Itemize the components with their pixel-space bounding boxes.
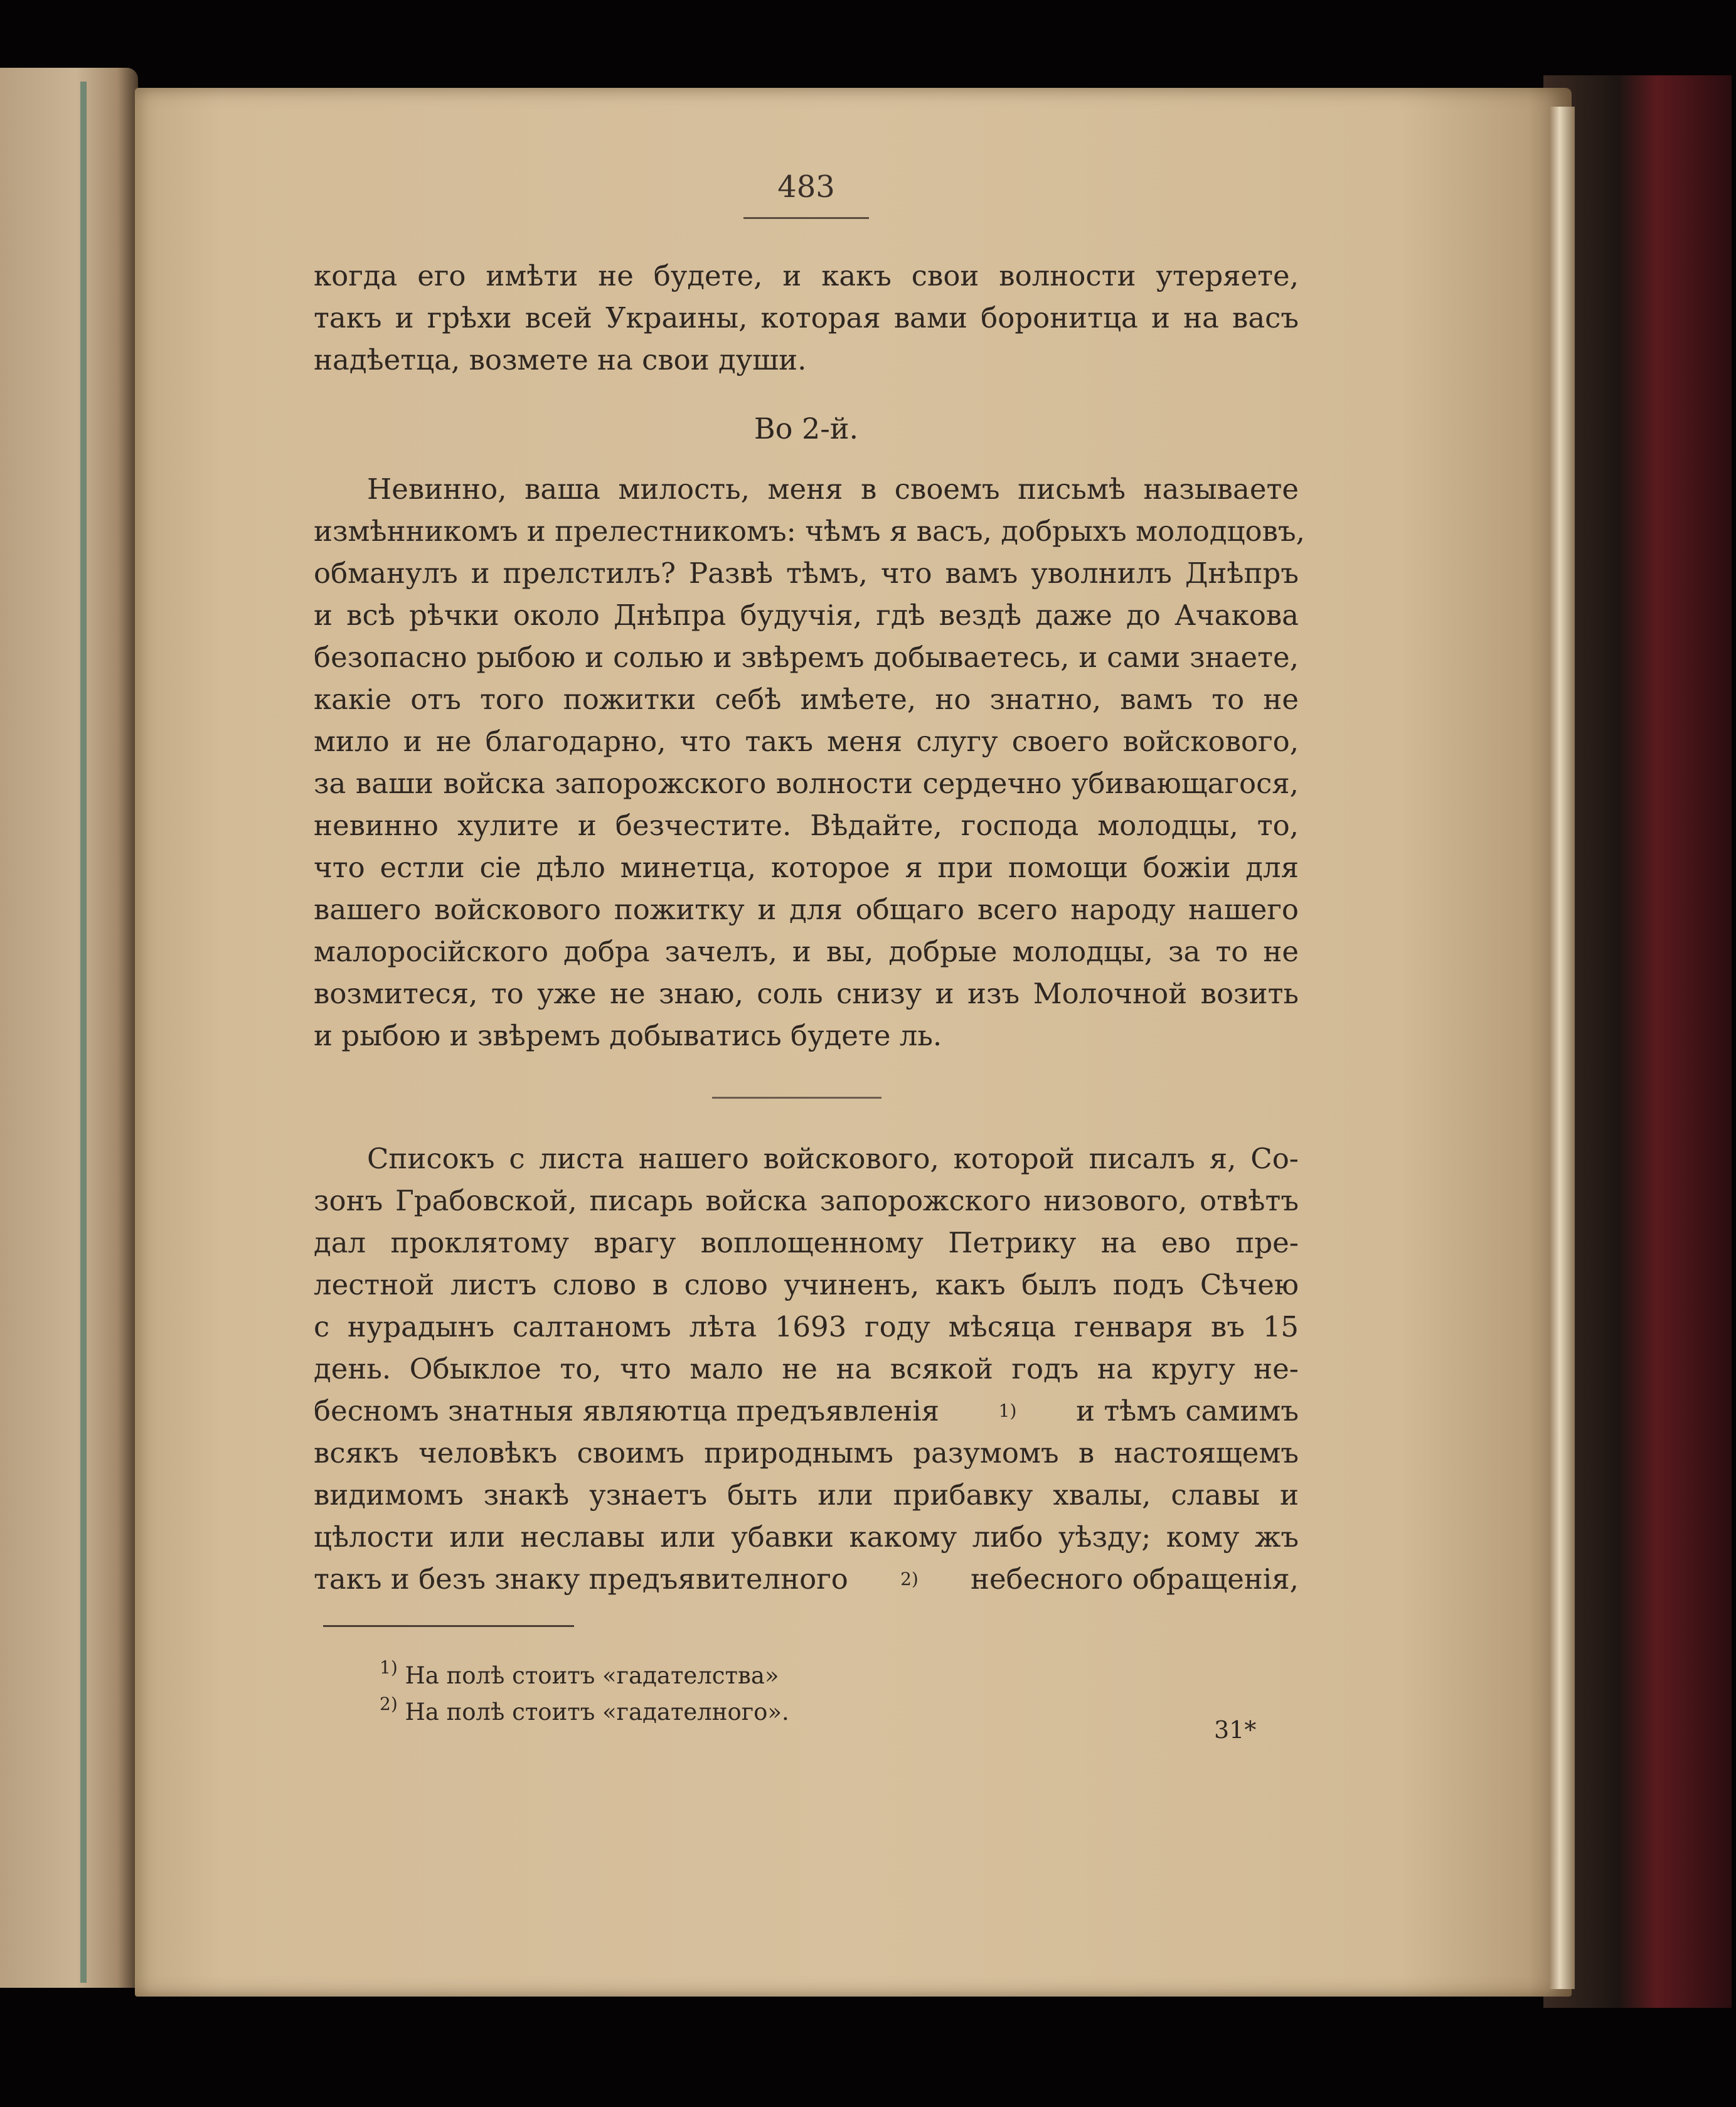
- text-line: когда его имѣти не будете, и какъ свои волности утеряете,: [314, 259, 1299, 292]
- text-line: вашего войскового пожитку и для общаго всего народу нашего: [314, 893, 1299, 926]
- text-line-with-footnote: [314, 1557, 1299, 1601]
- text-line: и рыбою и звѣремъ добыватись будете ль.: [314, 1019, 942, 1052]
- text-line: такъ и грѣхи всей Украины, которая вами боронитца и на васъ: [314, 301, 1299, 334]
- footnote-marker: 1): [380, 1657, 398, 1678]
- text-line: видимомъ знакѣ узнаетъ быть или прибавку хвалы, славы и: [314, 1478, 1299, 1512]
- text-line: возмитеся, то уже не знаю, соль снизу и изъ Молочной возить: [314, 977, 1299, 1010]
- text-segment: небесного обращенія,: [971, 1562, 1299, 1596]
- text-line: что естли сіе дѣло минетца, которое я при помощи божіи для: [314, 851, 1299, 884]
- page-number: 483: [777, 169, 835, 205]
- text-line: с нурадынъ салтаномъ лѣта 1693 году мѣсяца генваря въ 15: [314, 1310, 1299, 1343]
- text-line: мило и не благодарно, что такъ меня слугу своего войскового,: [314, 725, 1299, 758]
- text-line: надѣетца, возмете на свои души.: [314, 343, 807, 376]
- text-line: за ваши войска запорожского волности сердечно убивающагося,: [314, 767, 1299, 800]
- text-line: Невинно, ваша милость, меня в своемъ письмѣ называете: [367, 472, 1299, 506]
- footnote-reference: 1): [998, 1400, 1017, 1421]
- page-stack-edge: [1550, 107, 1575, 1989]
- text-line: измѣнникомъ и прелестникомъ: чѣмъ я васъ, добрыхъ молодцовъ,: [314, 515, 1305, 548]
- text-segment: и тѣмъ самимъ: [1076, 1394, 1299, 1427]
- text-line: зонъ Грабовской, писарь войска запорожского низового, отвѣтъ: [314, 1184, 1299, 1217]
- footnote-text: На полѣ стоитъ «гадателного».: [405, 1699, 789, 1726]
- section-divider: [712, 1097, 881, 1099]
- text-line: невинно хулите и безчестите. Вѣдайте, господа молодцы, то,: [314, 809, 1299, 842]
- footnote-reference: 2): [900, 1569, 919, 1589]
- footnote-2: [380, 1687, 789, 1730]
- text-segment: такъ и безъ знаку предъявителного: [314, 1562, 848, 1596]
- text-line-with-footnote: [314, 1389, 1299, 1433]
- text-line: и всѣ рѣчки около Днѣпра будучія, гдѣ вездѣ даже до Ачакова: [314, 599, 1299, 632]
- text-line: всякъ человѣкъ своимъ природнымъ разумомъ в настоящемъ: [314, 1436, 1299, 1470]
- text-line: безопасно рыбою и солью и звѣремъ добываетесь, и сами знаете,: [314, 641, 1299, 674]
- page-number-rule: [743, 217, 869, 219]
- text-line: Списокъ с листа нашего войскового, которой писалъ я, Со-: [367, 1142, 1299, 1175]
- text-segment: бесномъ знатныя являютца предъявленія: [314, 1394, 940, 1427]
- text-line: дал проклятому врагу воплощенному Петрику на ево пре-: [314, 1226, 1299, 1259]
- sheet-signature: 31*: [1214, 1716, 1257, 1744]
- text-line: малоросійского добра зачелъ, и вы, добрые молодцы, за то не: [314, 935, 1299, 968]
- text-line: цѣлости или неславы или убавки какому либо уѣзду; кому жъ: [314, 1520, 1299, 1554]
- text-line: день. Обыклое то, что мало не на всякой годъ на кругу не-: [314, 1352, 1299, 1385]
- left-page-edge: [0, 68, 138, 1988]
- footnote-text: На полѣ стоитъ «гадателства»: [405, 1662, 779, 1689]
- section-heading: Во 2-й.: [754, 412, 859, 445]
- text-line: обманулъ и прелстилъ? Развѣ тѣмъ, что вамъ уволнилъ Днѣпръ: [314, 557, 1299, 590]
- left-page-binding-stripe: [80, 82, 87, 1983]
- text-line: какіе отъ того пожитки себѣ имѣете, но знатно, вамъ то не: [314, 683, 1299, 716]
- footnote-marker: 2): [380, 1694, 398, 1714]
- footnote-rule: [323, 1625, 574, 1627]
- text-line: лестной листъ слово в слово учиненъ, какъ былъ подъ Сѣчею: [314, 1268, 1299, 1301]
